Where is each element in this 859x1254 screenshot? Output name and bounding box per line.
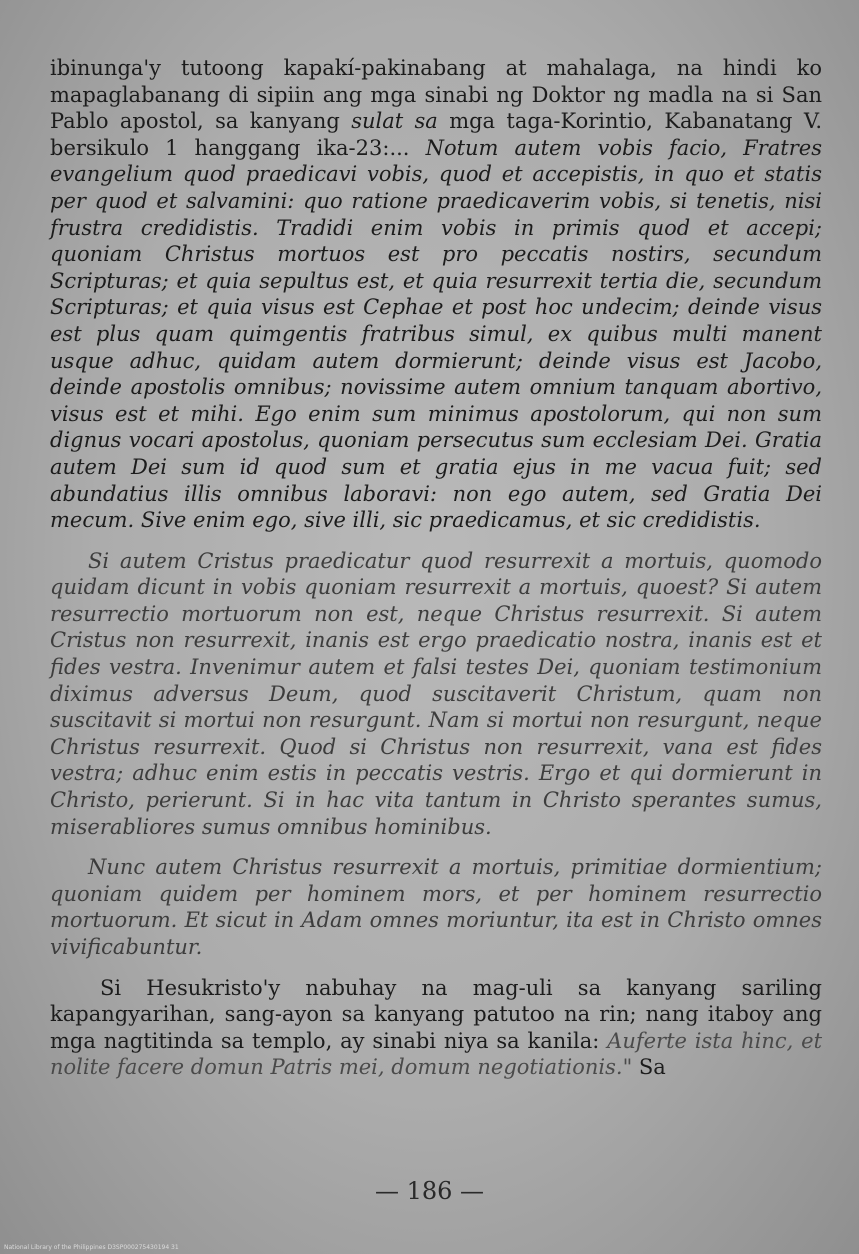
paragraph-1 bbox=[50, 55, 822, 534]
body-text bbox=[50, 55, 822, 1081]
paragraph-3: Nunc autem Christus resurrexit a mortuis, primitiae dormientium; quoniam quidem per hominem mors, et per hominem resurrectio mortuorum. Et sicut in Adam omnes moriuntur, ita est in Christo omnes vivificabuntur. bbox=[50, 855, 822, 959]
latin-quote-4: Auferte ista hinc, et nolite facere domun Patris mei, domum negotiationis." bbox=[50, 1028, 823, 1080]
latin-quote-1: Notum autem vobis facio, Fratres evangelium quod praedicavi vobis, quod et accepistis, in quo et statis per quod et salvamini: quo ratione praedicaverim vobis, si tenetis, nisi frustra credidistis. Tradidi enim vobis in primis quod et accepi; quoniam Christus mortuos est pro peccatis nostirs, secundum Scripturas; et quia sepultus est, et quia resurrexit tertia die, secundum Scripturas; et quia visus est Cephae et post hoc undecim; deinde visus est plus quam quimgentis fratribus simul, ex quibus multi manent usque adhuc, quidam autem dormierunt; deinde visus est Jacobo, deinde apostolis omnibus; novissime autem omnium tanquam abortivo, visus est et mihi. Ego enim sum minimus apostolorum, qui non sum dignus vocari apostolus, quoniam persecutus sum ecclesiam Dei. Gratia autem Dei sum id quod sum et gratia ejus in me vacua fuit; sed abundatius illis omnibus laboravi: non ego autem, sed Gratia Dei mecum. Sive enim ego, sive illi, sic praedicamus, et sic credidistis. bbox=[50, 135, 822, 533]
tagalog-paragraph: Si Hesukristo'y nabuhay na mag-uli sa kanyang sariling kapangyarihan, sang-ayon sa kanyang patutoo na rin; nang itaboy ang mga nagtitinda sa templo, ay sinabi niya sa kanila: bbox=[50, 975, 822, 1053]
tagalog-italic-phrase: sulat sa bbox=[351, 109, 438, 134]
tagalog-intro: ibinunga'y tutoong kapakí-pakinabang at mahalaga, na hindi ko mapaglabanang di sipiin ang mga sinabi ng Doktor ng madla na si San Pablo apostol, sa kanyang bbox=[50, 56, 822, 134]
scan-credit: National Library of the Philippines D3SP000275430194 31 bbox=[4, 1244, 179, 1251]
page-number: — 186 — bbox=[374, 1177, 485, 1205]
paragraph-4 bbox=[50, 975, 822, 1081]
paragraph-4-continuation: Sa bbox=[638, 1055, 666, 1080]
tagalog-citation: mga taga-Korintio, Kabanatang V. bersikulo 1 hanggang ika-23:... bbox=[50, 109, 822, 160]
paragraph-2: Si autem Cristus praedicatur quod resurrexit a mortuis, quomodo quidam dicunt in vobis quoniam resurrexit a mortuis, quoest? Si autem resurrectio mortuorum non est, neque Christus resurrexit. Si autem Cristus non resurrexit, inanis est ergo praedicatio nostra, inanis est et fides vestra. Invenimur autem et falsi testes Dei, quoniam testimonium diximus adversus Deum, quod suscitaverit Christum, quam non suscitavit si mortui non resurgunt. Nam si mortui non resurgunt, neque Christus resurrexit. Quod si Christus non resurrexit, vana est fides vestra; adhuc enim estis in peccatis vestris. Ergo et qui dormierunt in Christo, perierunt. Si in hac vita tantum in Christo sperantes sumus, miserabliores sumus omnibus hominibus. bbox=[50, 548, 822, 839]
